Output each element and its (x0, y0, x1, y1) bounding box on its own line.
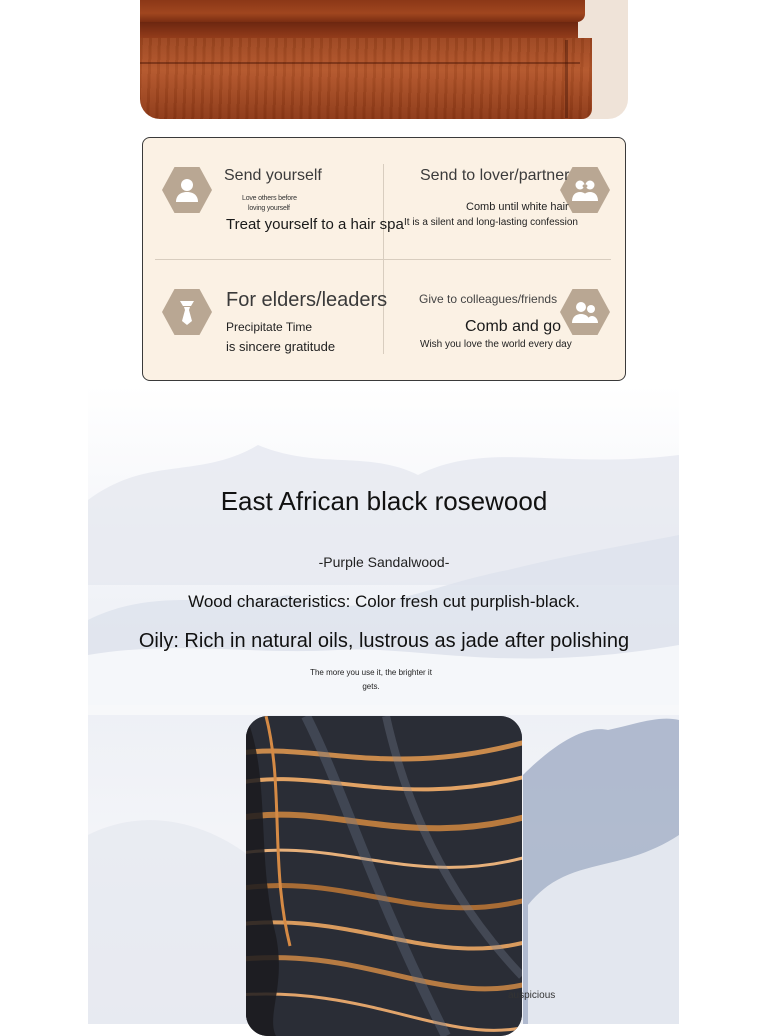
send-yourself-line1: Love others before (242, 195, 297, 202)
photo-caption: auspicious (508, 990, 556, 1001)
elders-line1: Precipitate Time (226, 320, 313, 334)
wood-top-molding (140, 0, 585, 22)
wood-base (140, 38, 592, 119)
wood-heading: East African black rosewood (220, 486, 548, 516)
wood-oily: Oily: Rich in natural oils, lustrous as jade after polishing (138, 630, 630, 652)
send-yourself-title: Send yourself (224, 167, 322, 184)
send-lover-line1: Comb until white hair (466, 201, 569, 213)
elders-title: For elders/leaders (226, 289, 388, 311)
wood-note-line1: The more you use it, the brighter it (310, 668, 432, 677)
card-divider-horizontal (155, 259, 611, 260)
colleagues-line2: Wish you love the world every day (420, 339, 572, 350)
wood-product-photo (140, 0, 628, 119)
send-lover-line2: It is a silent and long-lasting confession (404, 217, 578, 228)
wood-note-line2: gets. (362, 682, 380, 691)
colleagues-line1: Comb and go (465, 318, 562, 335)
friends-icon (560, 287, 610, 337)
send-yourself-line2: loving yourself (248, 205, 290, 212)
person-icon (162, 165, 212, 215)
wood-edge (565, 40, 568, 118)
colleagues-title: Give to colleagues/friends (419, 292, 558, 306)
send-yourself-tagline: Treat yourself to a hair spa (226, 216, 404, 233)
rosewood-grain-photo (246, 716, 522, 1036)
wood-characteristics: Wood characteristics: Color fresh cut purplish-black. (188, 592, 580, 611)
gift-recipient-card (142, 137, 626, 381)
necktie-person-icon (162, 287, 212, 337)
send-lover-title: Send to lover/partner (420, 167, 570, 184)
wood-subheading: -Purple Sandalwood- (318, 554, 450, 570)
elders-line2: is sincere gratitude (226, 339, 336, 354)
wood-groove (140, 62, 580, 64)
